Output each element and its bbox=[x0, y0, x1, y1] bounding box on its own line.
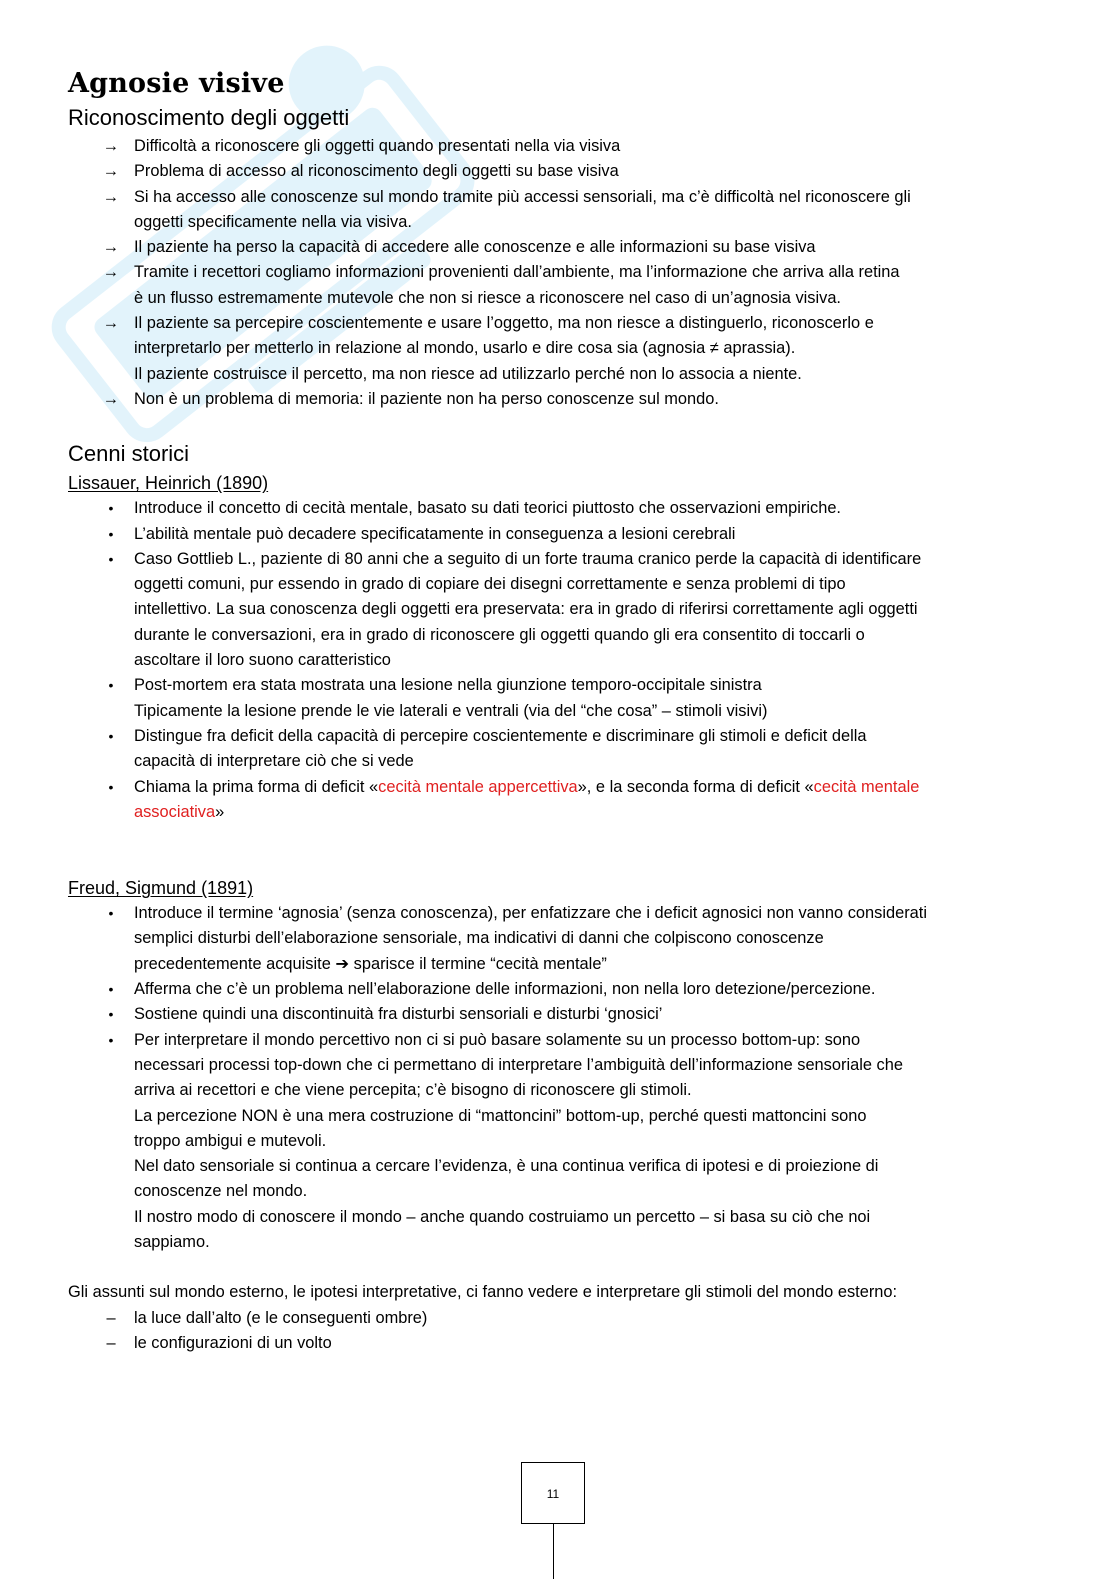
list-item-line: Il paziente sa percepire coscientemente e usare l’oggetto, ma non riesce a distinguerlo, riconoscerlo e bbox=[134, 314, 874, 333]
list-item-line: oggetti comuni, pur essendo in grado di copiare dei disegni correttamente e senza problemi di tipo bbox=[134, 575, 846, 594]
list-item bbox=[68, 1331, 1058, 1356]
list-marker: → bbox=[102, 137, 120, 155]
list-item-line: sappiamo. bbox=[134, 1232, 210, 1251]
list-item bbox=[68, 260, 1058, 311]
list-marker: → bbox=[102, 389, 120, 408]
highlight-term-associativa-a: cecità mentale bbox=[813, 777, 920, 796]
list-item bbox=[68, 1306, 1058, 1331]
list-item-line: semplici disturbi dell’elaborazione sensoriale, ma indicativi di danni che colpiscono conoscenze bbox=[134, 929, 824, 948]
list-marker: • bbox=[108, 905, 114, 922]
list-marker: • bbox=[108, 550, 114, 567]
list-item-line: Il paziente costruisce il percetto, ma non riesce ad utilizzarlo perché non lo associa a niente. bbox=[134, 364, 802, 383]
list-item-line: troppo ambigui e mutevoli. bbox=[134, 1131, 327, 1150]
list-marker: • bbox=[108, 677, 114, 694]
list-marker: – bbox=[106, 1333, 116, 1352]
list-marker: • bbox=[108, 1006, 114, 1023]
list-item-line: precedentemente acquisite ➔ sparisce il termine “cecità mentale” bbox=[134, 954, 607, 973]
list-item bbox=[68, 496, 1058, 521]
document-title: Agnosie visive bbox=[68, 68, 285, 99]
list-item-line: è un flusso estremamente mutevole che non si riesce a riconoscere nel caso di un’agnosia visiva. bbox=[134, 288, 841, 307]
list-item-line: Sostiene quindi una discontinuità fra disturbi sensoriali e disturbi ‘gnosici’ bbox=[134, 1005, 663, 1024]
list-item-line: Introduce il termine ‘agnosia’ (senza conoscenza), per enfatizzare che i deficit agnosici non vanno considerati bbox=[134, 904, 927, 923]
list-item-line: Afferma che c’è un problema nell’elaborazione delle informazioni, non nella loro detezione/percezione. bbox=[134, 980, 876, 999]
list-marker: → bbox=[102, 263, 120, 282]
list-item-line: la luce dall’alto (e le conseguenti ombre) bbox=[134, 1308, 428, 1327]
list-item-line: Si ha accesso alle conoscenze sul mondo tramite più accessi sensoriali, ma c’è difficoltà nel riconoscere gli bbox=[134, 187, 911, 206]
list-marker: → bbox=[102, 162, 120, 181]
list-item-text-end: » bbox=[215, 802, 225, 821]
list-item bbox=[68, 977, 1058, 1002]
list-marker: – bbox=[106, 1308, 116, 1327]
bullet-marker: • bbox=[108, 778, 114, 795]
list-item-line: Introduce il concetto di cecità mentale, basato su dati teorici piuttosto che osservazioni empiriche. bbox=[134, 499, 841, 518]
list-item-text-start: Chiama la prima forma di deficit « bbox=[134, 777, 379, 796]
list-item-line: Caso Gottlieb L., paziente di 80 anni che a seguito di un forte trauma cranico perde la capacità di identificare bbox=[134, 549, 922, 568]
list-marker: → bbox=[102, 238, 120, 257]
list-item-line: Non è un problema di memoria: il paziente non ha perso conoscenze sul mondo. bbox=[134, 389, 719, 408]
highlight-term-associativa-b: associativa bbox=[134, 802, 216, 821]
list-item bbox=[68, 311, 1058, 387]
list-item bbox=[68, 134, 1058, 159]
list-item-line: Post-mortem era stata mostrata una lesione nella giunzione temporo-occipitale sinistra bbox=[134, 676, 762, 695]
list-item-line: le configurazioni di un volto bbox=[134, 1333, 332, 1352]
list-marker: → bbox=[102, 187, 120, 206]
list-item-line: durante le conversazioni, era in grado di riconoscere gli oggetti quando gli era consentito di toccarli o bbox=[134, 625, 865, 644]
list-marker: • bbox=[108, 727, 114, 744]
list-marker: • bbox=[108, 500, 114, 517]
list-item bbox=[68, 387, 1058, 412]
list-item bbox=[68, 724, 1058, 775]
section-heading-cenni-storici: Cenni storici bbox=[68, 441, 190, 467]
bullet-list-lissauer bbox=[68, 496, 1058, 774]
list-item-line: Tipicamente la lesione prende le vie laterali e ventrali (via del “che cosa” – stimoli visivi) bbox=[134, 701, 768, 720]
list-item-line: Distingue fra deficit della capacità di percepire coscientemente e discriminare gli stimoli e deficit della bbox=[134, 726, 867, 745]
closing-paragraph: Gli assunti sul mondo esterno, le ipotesi interpretative, ci fanno vedere e interpretare gli stimoli del mondo esterno: bbox=[68, 1283, 898, 1302]
dash-list-closing bbox=[68, 1306, 1058, 1357]
list-item bbox=[68, 901, 1058, 977]
list-item-line: Per interpretare il mondo percettivo non ci si può basare solamente su un processo bottom-up: sono bbox=[134, 1030, 861, 1049]
list-item bbox=[68, 1002, 1058, 1027]
list-item-line: interpretarlo per metterlo in relazione al mondo, usarlo e dire cosa sia (agnosia ≠ aprassia). bbox=[134, 339, 796, 358]
list-item-line: ascoltare il loro suono caratteristico bbox=[134, 651, 391, 670]
list-item-line: Il paziente ha perso la capacità di accedere alle conoscenze e alle informazioni su base visiva bbox=[134, 238, 816, 257]
list-item bbox=[68, 522, 1058, 547]
page-number-box bbox=[521, 1462, 585, 1524]
list-marker: • bbox=[108, 981, 114, 998]
list-item-line: Tramite i recettori cogliamo informazioni provenienti dall’ambiente, ma l’informazione che arriva alla retina bbox=[134, 263, 900, 282]
list-item bbox=[68, 1028, 1058, 1256]
document-body bbox=[68, 66, 1058, 1356]
bullet-list-freud bbox=[68, 901, 1058, 1255]
list-item bbox=[68, 673, 1058, 724]
list-marker: • bbox=[108, 1031, 114, 1048]
bullet-list-lissauer-last bbox=[68, 775, 1058, 826]
list-item-line: L’abilità mentale può decadere specificatamente in conseguenza a lesioni cerebrali bbox=[134, 524, 736, 543]
list-item bbox=[68, 547, 1058, 673]
list-marker: • bbox=[108, 525, 114, 542]
list-item bbox=[68, 775, 1058, 826]
list-item-line: Difficoltà a riconoscere gli oggetti quando presentati nella via visiva bbox=[134, 137, 621, 155]
highlight-term-appercettiva: cecità mentale appercettiva bbox=[378, 777, 578, 796]
list-item-text-middle: », e la seconda forma di deficit « bbox=[577, 777, 814, 796]
list-item-line: intellettivo. La sua conoscenza degli oggetti era preservata: era in grado di riferirsi correttamente agli oggetti bbox=[134, 600, 918, 619]
page-number-rule bbox=[553, 1524, 554, 1579]
page-number: 11 bbox=[546, 1487, 560, 1501]
section-heading-riconoscimento: Riconoscimento degli oggetti bbox=[68, 105, 350, 130]
subheading-freud: Freud, Sigmund (1891) bbox=[68, 878, 254, 899]
list-item-line: Nel dato sensoriale si continua a cercare l’evidenza, è una continua verifica di ipotesi e di proiezione di bbox=[134, 1157, 879, 1176]
list-item-line: capacità di interpretare ciò che si vede bbox=[134, 752, 414, 771]
list-item bbox=[68, 185, 1058, 236]
list-item bbox=[68, 235, 1058, 260]
list-item-line: Il nostro modo di conoscere il mondo – anche quando costruiamo un percetto – si basa su ciò che noi bbox=[134, 1207, 871, 1226]
list-item-line: oggetti specificamente nella via visiva. bbox=[134, 212, 412, 231]
list-item bbox=[68, 159, 1058, 184]
subheading-lissauer: Lissauer, Heinrich (1890) bbox=[68, 473, 269, 494]
list-item-line: arriva ai recettori e che viene percepita; c’è bisogno di riconoscere gli stimoli. bbox=[134, 1081, 692, 1100]
list-item-line: conoscenze nel mondo. bbox=[134, 1182, 308, 1201]
list-item-line: necessari processi top-down che ci permettano di interpretare l’ambiguità dell’informazione sensoriale che bbox=[134, 1055, 903, 1074]
arrow-list-riconoscimento bbox=[68, 134, 1058, 412]
list-item-line: Problema di accesso al riconoscimento degli oggetti su base visiva bbox=[134, 162, 619, 181]
list-item-line: La percezione NON è una mera costruzione di “mattoncini” bottom-up, perché questi mattoncini sono bbox=[134, 1106, 867, 1125]
list-marker: → bbox=[102, 314, 120, 333]
